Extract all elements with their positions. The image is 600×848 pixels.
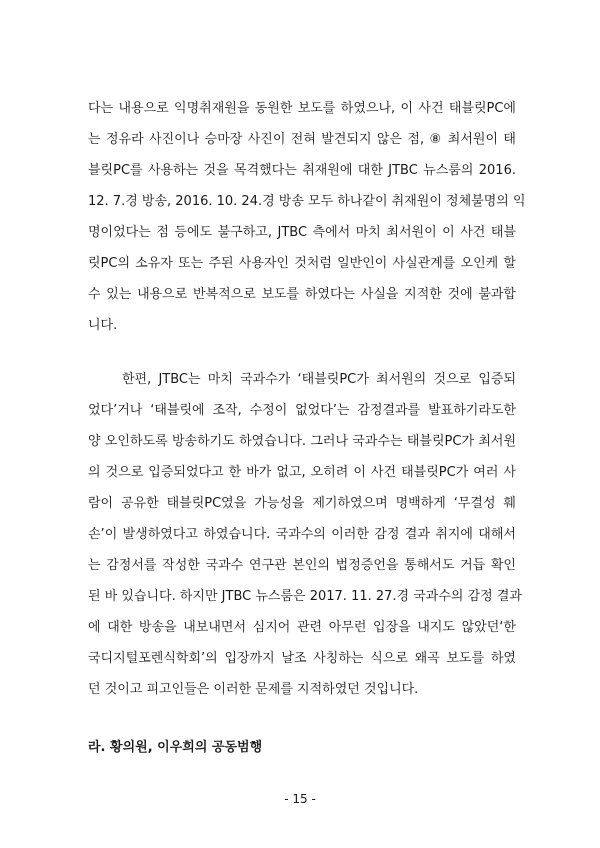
paragraph-2-line-1: 한편, JTBC는 마치 국과수가 ‘태블릿PC가 최서원의 것으로 입증되 xyxy=(122,372,516,387)
paragraph-2-line-9: 에 대한 방송을 내보내면서 심지어 관련 아무런 입장을 내지도 않았던‘한 xyxy=(88,620,516,635)
paragraph-1-line-5: 명이었다는 점 등에도 불구하고, JTBC 측에서 마치 최서원이 이 사건 태블 xyxy=(88,225,516,240)
paragraph-2-line-11: 던 것이고 피고인들은 이러한 문제를 지적하였던 것입니다. xyxy=(88,682,419,697)
paragraph-2-line-3: 양 오인하도록 방송하기도 하였습니다. 그러나 국과수는 태블릿PC가 최서원 xyxy=(88,434,516,449)
paragraph-2-line-7: 는 감정서를 작성한 국과수 연구관 본인의 법정증언을 통해서도 거듭 확인 xyxy=(88,558,516,573)
section-heading: 라. 황의원, 이우희의 공동범행 xyxy=(88,740,263,755)
paragraph-1-line-3: 블릿PC를 사용하는 것을 목격했다는 취재원에 대한 JTBC 뉴스룸의 2016. xyxy=(88,163,516,178)
paragraph-1-line-2: 는 정유라 사진이나 승마장 사진이 전혀 발견되지 않은 점, ⑧ 최서원이 태 xyxy=(88,132,516,147)
paragraph-1-line-8: 니다. xyxy=(88,318,118,333)
paragraph-2-line-4: 의 것으로 입증되었다고 한 바가 없고, 오히려 이 사건 태블릿PC가 여러 사 xyxy=(88,465,516,480)
paragraph-2-line-5: 람이 공유한 태블릿PC였을 가능성을 제기하였으며 명백하게 ‘무결성 훼 xyxy=(88,496,516,511)
paragraph-2-line-8: 된 바 있습니다. 하지만 JTBC 뉴스룸은 2017. 11. 27.경 국과수의 감정 결과 xyxy=(88,589,522,604)
paragraph-2-line-6: 손’이 발생하였다고 하였습니다. 국과수의 이러한 감정 결과 취지에 대해서 xyxy=(88,527,516,542)
paragraph-1-line-1: 다는 내용으로 익명취재원을 동원한 보도를 하였으나, 이 사건 태블릿PC에 xyxy=(88,101,516,116)
paragraph-1-line-4: 12. 7.경 방송, 2016. 10. 24.경 방송 모두 하나같이 취재원이 정체불명의 익 xyxy=(88,194,526,209)
page-number: - 15 - xyxy=(284,792,316,806)
paragraph-1-line-6: 릿PC의 소유자 또는 주된 사용자인 것처럼 일반인이 사실관계를 오인케 할 xyxy=(88,256,516,271)
paragraph-1-line-7: 수 있는 내용으로 반복적으로 보도를 하였다는 사실을 지적한 것에 불과합 xyxy=(88,287,516,302)
paragraph-2-line-2: 었다’거나 ‘태블릿에 조작, 수정이 없었다’는 감정결과를 발표하기라도한 xyxy=(88,403,516,418)
paragraph-2-line-10: 국디지털포렌식학회’의 입장까지 날조 사칭하는 식으로 왜곡 보도를 하였 xyxy=(88,651,516,666)
